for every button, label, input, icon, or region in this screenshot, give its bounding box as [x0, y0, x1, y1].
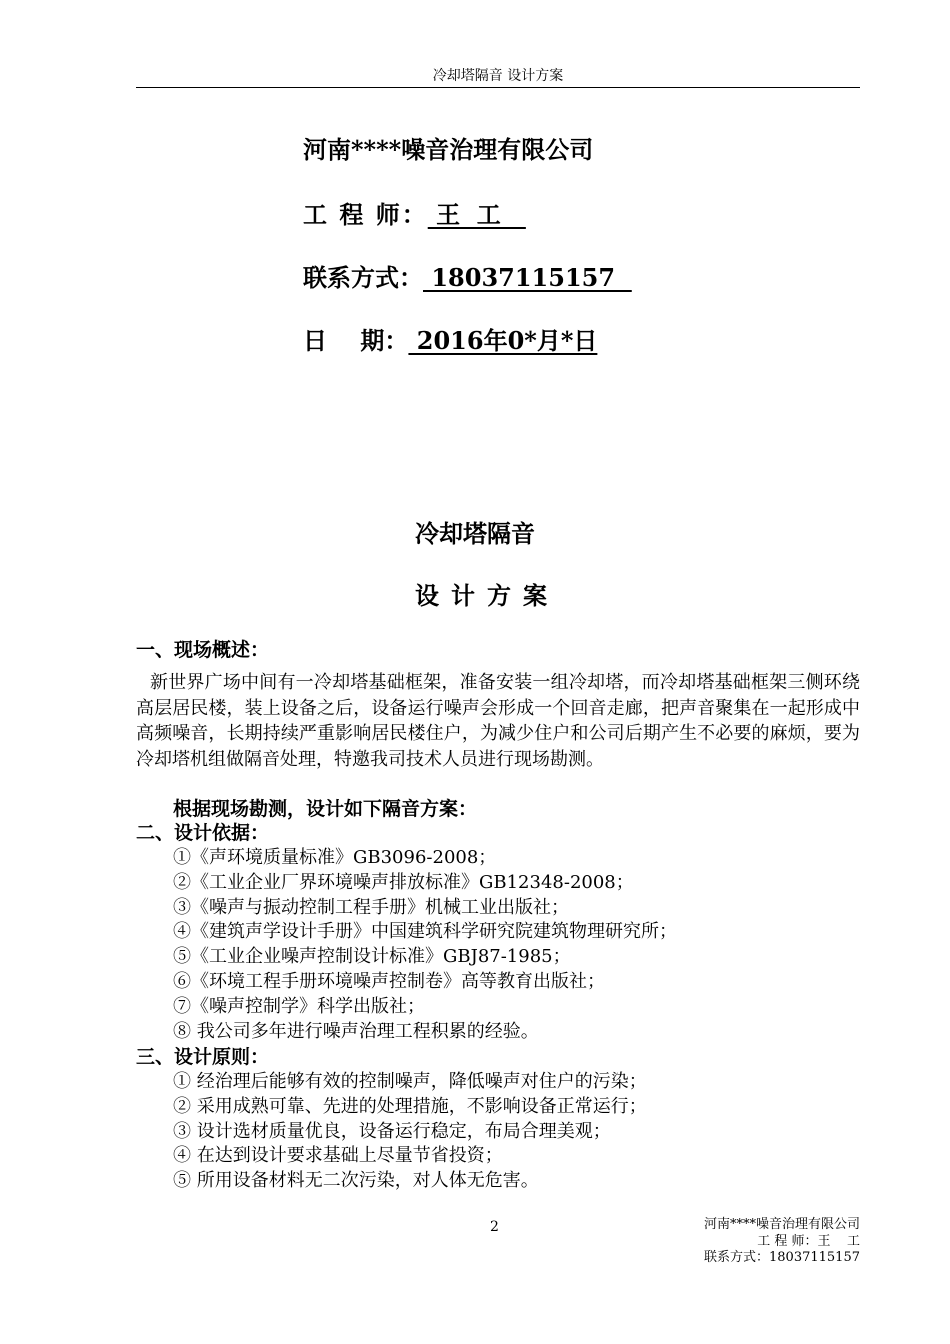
list-item: ① 经治理后能够有效的控制噪声，降低噪声对住户的污染；	[173, 1071, 647, 1092]
page-number: 2	[490, 1219, 499, 1235]
contact-label: 联系方式：	[303, 263, 423, 292]
list-item: ⑧ 我公司多年进行噪声治理工程积累的经验。	[173, 1020, 539, 1042]
document-subtitle: 设计方案	[415, 581, 559, 610]
document-title: 冷却塔隔音	[415, 519, 535, 548]
section2-heading: 二、设计依据：	[136, 822, 270, 844]
list-item: ③《噪声与振动控制工程手册》机械工业出版社；	[173, 896, 569, 918]
list-item: ⑥《环境工程手册环境噪声控制卷》高等教育出版社；	[173, 970, 605, 992]
cover-company-name: 河南****噪音治理有限公司	[303, 135, 594, 164]
footer-contact-block	[704, 1217, 860, 1267]
cover-engineer-line	[303, 199, 526, 231]
footer-contact: 联系方式：18037115157	[704, 1250, 860, 1265]
list-item: ①《声环境质量标准》GB3096-2008；	[173, 847, 497, 868]
list-item: ⑤《工业企业噪声控制设计标准》GBJ87-1985；	[173, 946, 571, 968]
section3-heading: 三、设计原则：	[136, 1046, 270, 1068]
cover-contact-line	[303, 262, 632, 294]
design-principles-list	[173, 1070, 863, 1194]
list-item: ⑦《噪声控制学》科学出版社；	[173, 995, 425, 1017]
design-basis-list	[173, 846, 863, 1044]
header-divider	[136, 87, 860, 88]
survey-statement: 根据现场勘测，设计如下隔音方案：	[173, 798, 478, 820]
cover-date-line	[303, 325, 597, 357]
engineer-label: 工 程 师：	[303, 200, 428, 229]
engineer-value: 王 工	[427, 200, 526, 229]
contact-value: 18037115157	[423, 263, 632, 292]
section1-paragraph: 新世界广场中间有一冷却塔基础框架，准备安装一组冷却塔，而冷却塔基础框架三侧环绕高层居民楼，装上设备之后，设备运行噪声会形成一个回音走廊，把声音聚集在一起形成中高频噪音，长期持续严重影响居民楼住户，为减少住户和公司后期产生不必要的麻烦，要为冷却塔机组做隔音处理，特邀我司技术人员进行现场勘测。	[136, 672, 860, 770]
footer-company: 河南****噪音治理有限公司	[703, 1217, 860, 1232]
list-item: ② 采用成熟可靠、先进的处理措施，不影响设备正常运行；	[173, 1095, 647, 1117]
section1-heading: 一、现场概述：	[136, 639, 270, 661]
list-item: ⑤ 所用设备材料无二次污染，对人体无危害。	[173, 1170, 539, 1192]
footer-engineer: 工 程 师：王 工	[757, 1233, 860, 1249]
list-item: ④《建筑声学设计手册》中国建筑科学研究院建筑物理研究所；	[173, 921, 677, 943]
date-label: 日 期：	[303, 326, 409, 355]
list-item: ②《工业企业厂界环境噪声排放标准》GB12348-2008；	[173, 871, 634, 893]
list-item: ④ 在达到设计要求基础上尽量节省投资；	[173, 1145, 503, 1167]
list-item: ③ 设计选材质量优良，设备运行稳定，布局合理美观；	[173, 1120, 611, 1142]
date-value: 2016年0*月*日	[408, 326, 598, 355]
page-header: 冷却塔隔音 设计方案	[432, 68, 564, 84]
